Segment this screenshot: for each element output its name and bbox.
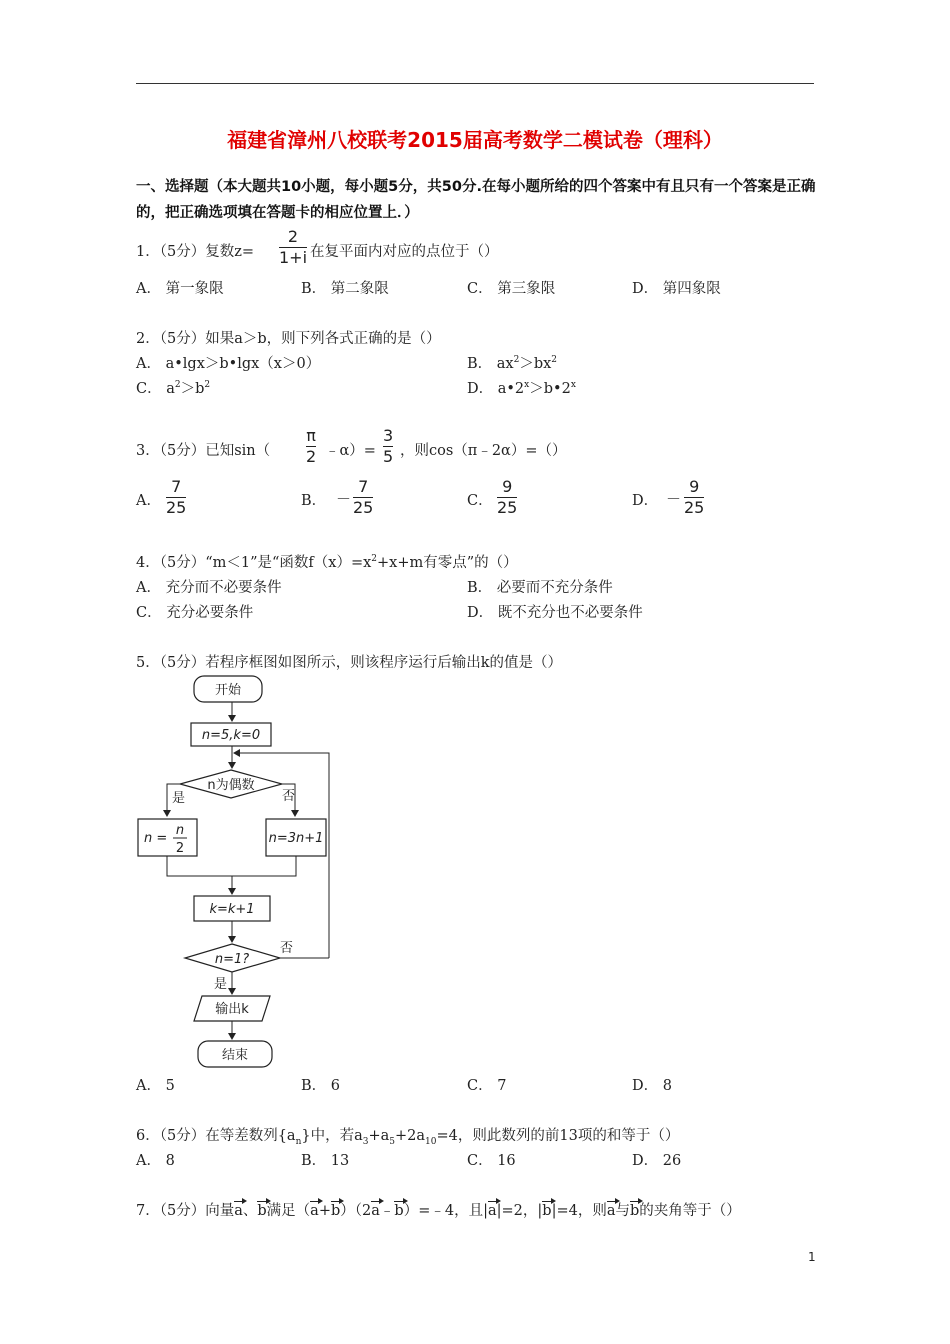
q5-flowchart — [130, 672, 350, 1072]
q3-option-d-fraction: 9 25 — [684, 477, 705, 517]
flow-triple-text: n=3n+1 — [268, 831, 324, 846]
q3-option-a-fraction: 7 25 — [166, 477, 187, 517]
flow-half-den: 2 — [175, 841, 185, 856]
q3-option-d-label: D． — [632, 493, 659, 509]
q3-stem-part1: 3．（5分）已知sin（ — [136, 443, 271, 459]
flow-merge-line — [167, 856, 296, 876]
q3-option-c-label: C． — [467, 493, 493, 509]
q7-stem: 7．（5分）向量a、b满足（a+b）（2a﹣b）=﹣4，且|a|=2，|b|=4，则a与b的夹角等于（） — [136, 1203, 741, 1219]
flow-no-label-2: 否 — [280, 941, 294, 956]
q1-stem-part1: 1．（5分）复数z= — [136, 244, 254, 260]
q5-option-d: D． 8 — [632, 1078, 672, 1094]
flow-increment-text: k=k+1 — [209, 902, 255, 917]
q1-option-b: B． 第二象限 — [301, 281, 389, 297]
q2-option-c: C． $a^2>b^2$ — [136, 380, 211, 397]
page-number: 1 — [808, 1250, 816, 1264]
q1-stem-part2: 在复平面内对应的点位于（） — [310, 244, 499, 260]
q2-option-b: B． $ax^2>bx^2$ — [467, 355, 558, 372]
q3-option-d-minus: － — [666, 490, 682, 508]
q1-option-c: C． 第三象限 — [467, 281, 556, 297]
flow-half-num: n — [175, 823, 185, 838]
q3-stem-part2: ﹣α）= — [325, 443, 376, 459]
q3-option-b-label: B． — [301, 493, 327, 509]
q6-option-c: C． 16 — [467, 1153, 516, 1169]
q3-option-a-label: A． — [136, 493, 161, 509]
flow-start-text: 开始 — [214, 683, 242, 698]
flow-decision-even-text: n为偶数 — [207, 778, 255, 793]
flow-no-label: 否 — [282, 789, 296, 804]
q2-stem: 2．（5分）如果a＞b，则下列各式正确的是（） — [136, 331, 441, 347]
flow-decision-one-text: n=1? — [214, 952, 250, 967]
q5-stem: 5．（5分）若程序框图如图所示，则该程序运行后输出k的值是（） — [136, 655, 562, 671]
q4-option-a: A． 充分而不必要条件 — [136, 580, 282, 596]
flow-yes-label: 是 — [172, 791, 186, 806]
flow-output-text: 输出k — [215, 1002, 249, 1017]
vector-a: a — [234, 1203, 243, 1219]
q1-frac-denominator: 1+i — [279, 248, 308, 267]
page-title: 福建省漳州八校联考2015届高考数学二模试卷（理科） — [227, 128, 723, 152]
q1-option-a: A． 第一象限 — [136, 281, 224, 297]
q5-option-a: A． 5 — [136, 1078, 175, 1094]
q2-option-a: A． a•lgx＞b•lgx（x＞0） — [136, 356, 321, 372]
q4-option-c: C． 充分必要条件 — [136, 605, 254, 621]
section-heading: 一、选择题（本大题共10小题，每小题5分，共50分.在每小题所给的四个答案中有且只有一个答案是正确的，把正确选项填在答题卡的相应位置上．） — [136, 179, 816, 221]
q3-option-c-fraction: 9 25 — [497, 477, 518, 517]
q1-fraction — [279, 227, 307, 268]
q5-option-b: B． 6 — [301, 1078, 340, 1094]
q3-option-b-fraction: 7 25 — [353, 477, 374, 517]
q6-option-b: B． 13 — [301, 1153, 350, 1169]
flow-end-text: 结束 — [221, 1048, 249, 1063]
q1-option-d: D． 第四象限 — [632, 281, 721, 297]
q2-option-d: D． $a•2^x>b•2^x$ — [467, 380, 576, 397]
flow-half-lhs: n = — [144, 831, 168, 846]
q4-stem: 4．（5分）“m＜1”是“函数$f(x)=x^2+x+m$有零点”的（） — [136, 554, 518, 571]
q4-option-b: B． 必要而不充分条件 — [467, 580, 613, 596]
flow-yes-label-2: 是 — [214, 977, 228, 992]
q6-option-d: D． 26 — [632, 1153, 682, 1169]
q5-option-c: C． 7 — [467, 1078, 507, 1094]
q3-fraction-pi-over-2: π 2 — [306, 426, 317, 466]
vector-b: b — [257, 1203, 267, 1219]
q1-frac-numerator: 2 — [287, 227, 299, 246]
q3-option-b-minus: － — [336, 490, 352, 508]
header-rule — [136, 83, 814, 84]
q3-fraction-3-over-5: 3 5 — [383, 426, 394, 466]
q6-option-a: A． 8 — [136, 1153, 175, 1169]
q3-stem-part3: ，则cos（π﹣2α）=（） — [400, 443, 567, 459]
flow-init-text: n=5,k=0 — [201, 728, 261, 743]
q4-option-d: D． 既不充分也不必要条件 — [467, 605, 643, 621]
q6-stem: 6．（5分）在等差数列$\{a_n\}$中，若$a_3+a_5+2a_{10}=4$，则此数列的前13项的和等于（） — [136, 1128, 680, 1147]
